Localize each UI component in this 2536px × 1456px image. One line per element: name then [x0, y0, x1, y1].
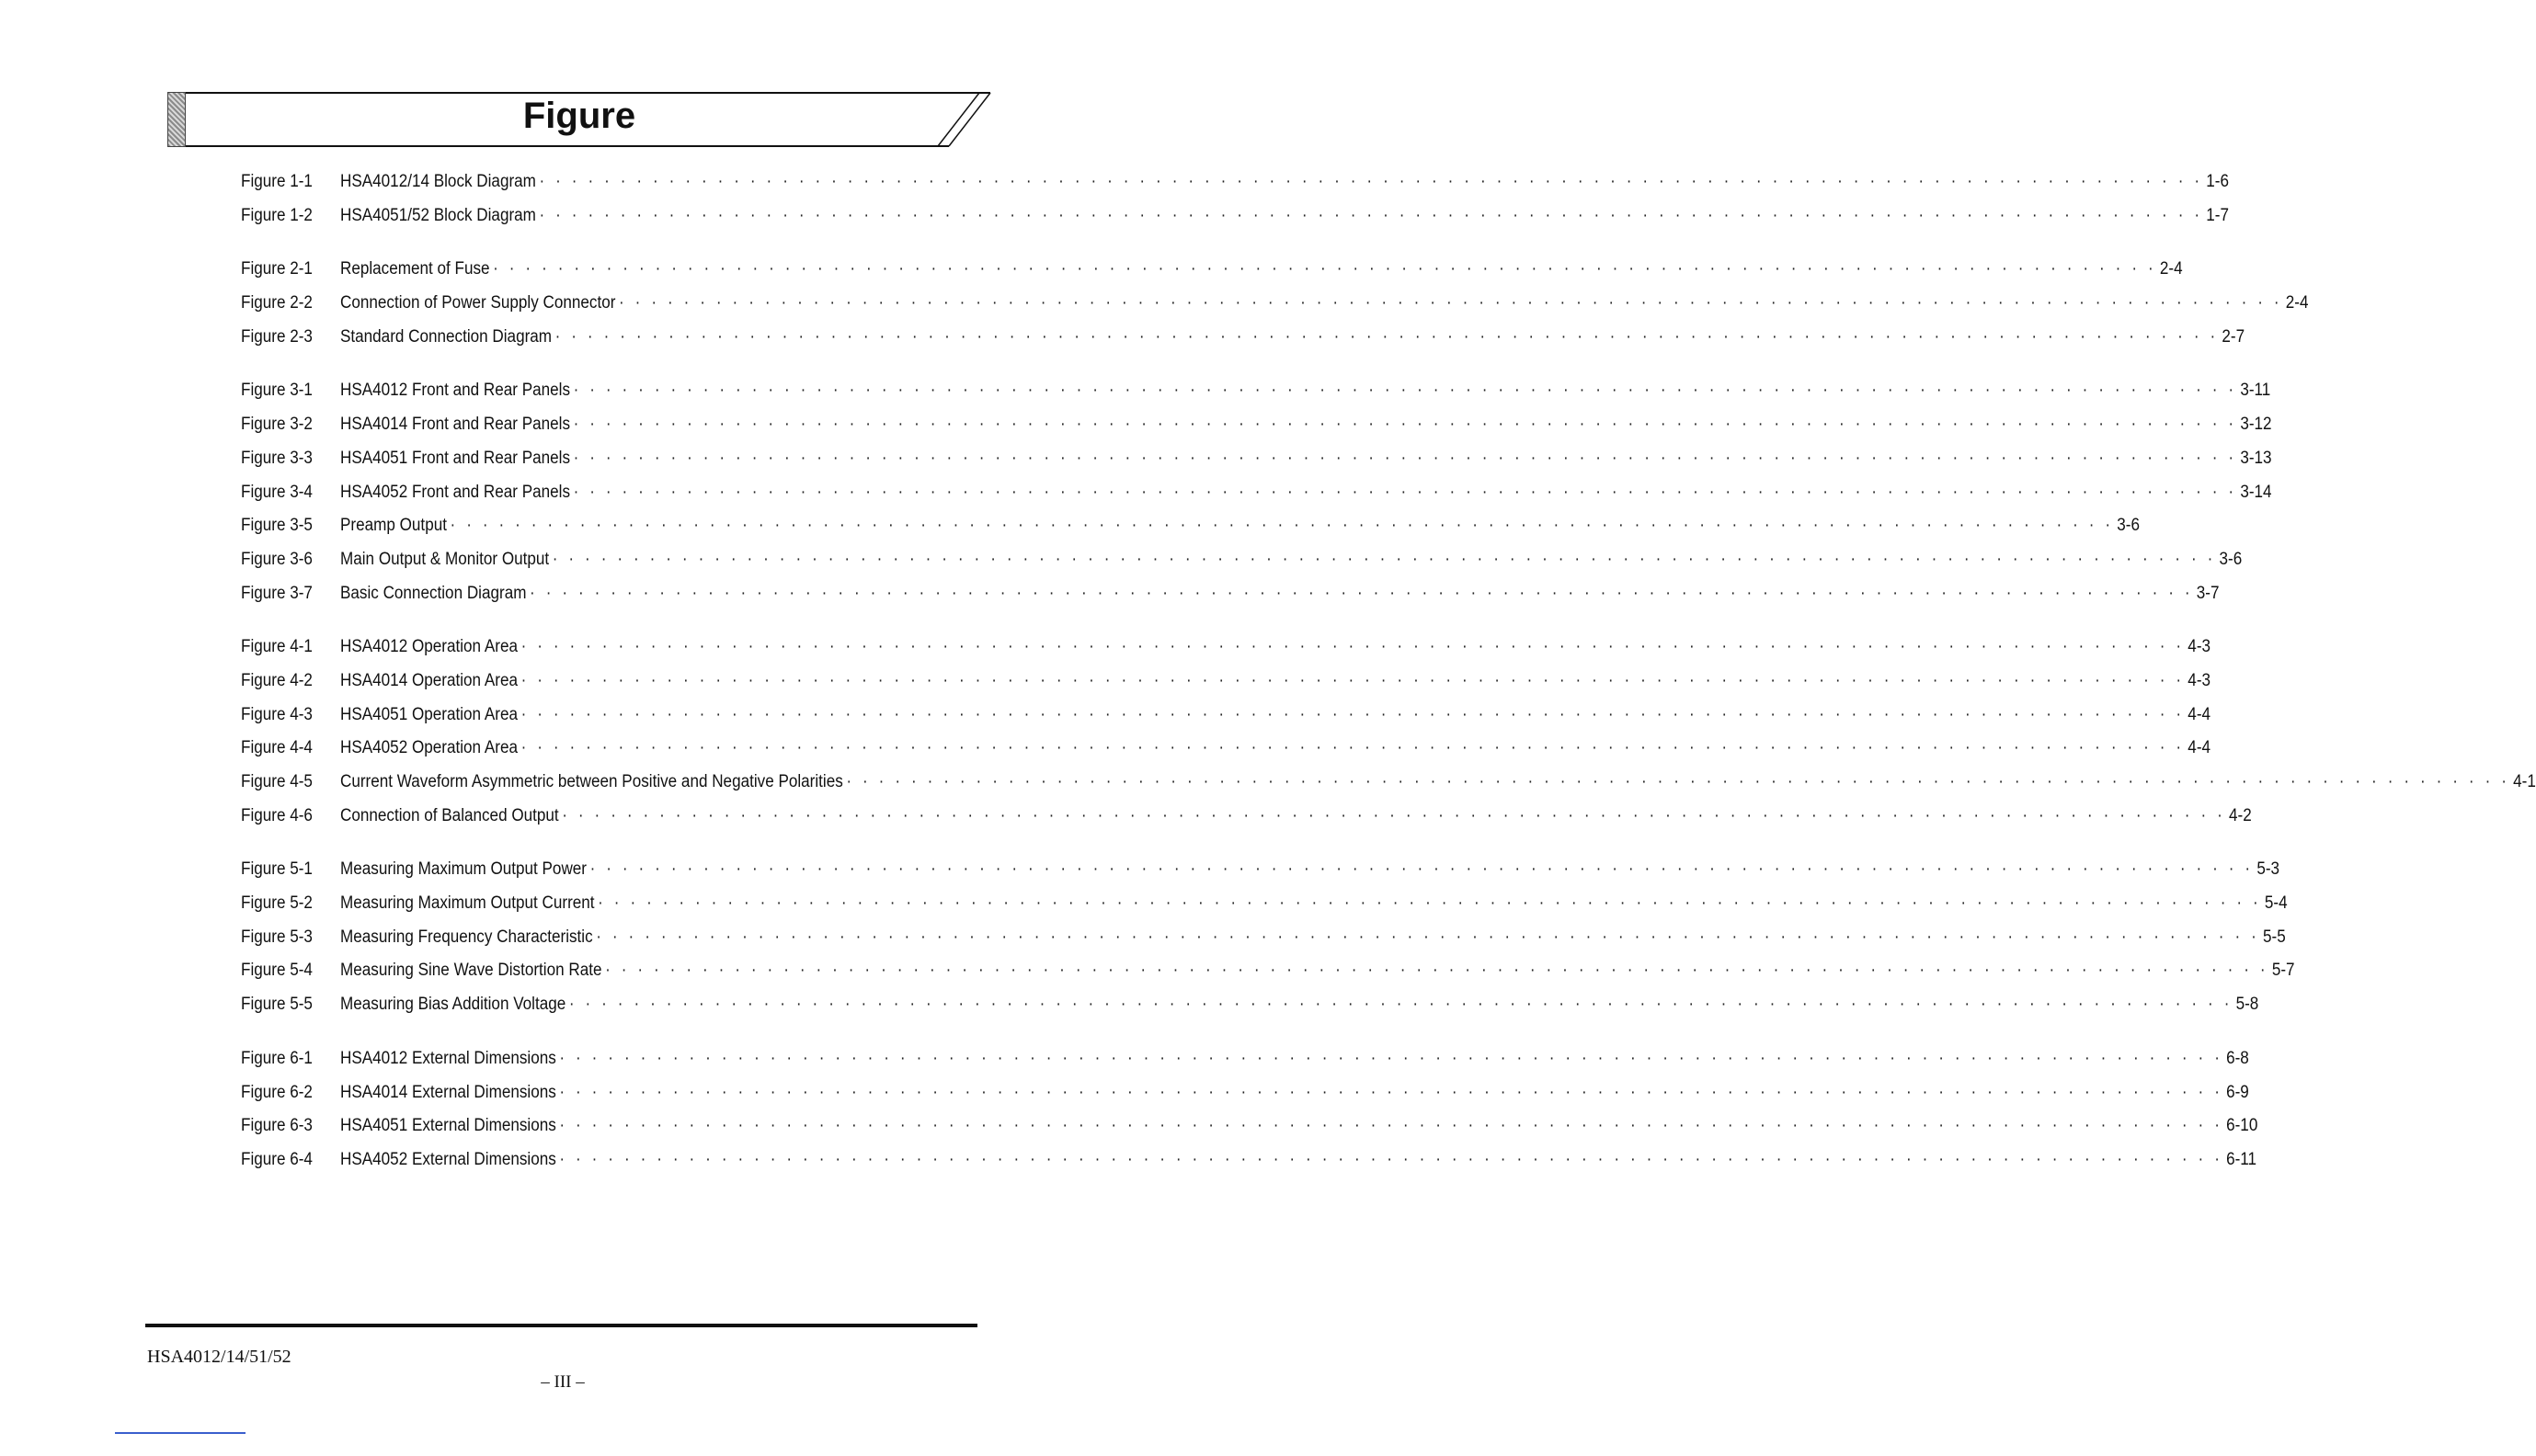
- dot-leader: · · · · · · · · · · · · · · · · · · · · · · · · · · · · · · · · · · · · · · · · · · · · · · · · · · · · · · · · · · · · · · · · · · · · · · · · · · · · · · · · · · · · · · · · · · · · · · · · · · · · · · ·: [520, 670, 2185, 690]
- figure-entry[interactable]: [241, 476, 2272, 510]
- figure-page: 4-4: [2188, 738, 2211, 758]
- figure-title: Standard Connection Diagram: [340, 326, 553, 347]
- figure-group: [241, 165, 2229, 233]
- figure-page: 3-13: [2240, 448, 2272, 468]
- dot-leader: · · · · · · · · · · · · · · · · · · · · · · · · · · · · · · · · · · · · · · · · · · · · · · · · · · · · · · · · · · · · · · · · · · · · · · · · · · · · · · · · · · · · · · · · · · · · · · · · · · · · · · ·: [559, 1048, 2223, 1068]
- figure-number: Figure 3-6: [241, 549, 313, 569]
- figure-page: 5-5: [2262, 927, 2286, 947]
- dot-leader: · · · · · · · · · · · · · · · · · · · · · · · · · · · · · · · · · · · · · · · · · · · · · · · · · · · · · · · · · · · · · · · · · · · · · · · · · · · · · · · · · · · · · · · · · · · · · · · · · · · · · · ·: [552, 549, 2216, 569]
- figure-page: 5-3: [2256, 859, 2280, 880]
- figure-number: Figure 3-1: [241, 381, 313, 401]
- figure-title: HSA4051 Operation Area: [340, 704, 518, 724]
- dot-leader: · · · · · · · · · · · · · · · · · · · · · · · · · · · · · · · · · · · · · · · · · · · · · · · · · · · · · · · · · · · · · · · · · · · · · · · · · · · · · · · · · · · · · · · · · · · · · · · · · · · · · · ·: [520, 704, 2185, 724]
- dot-leader: · · · · · · · · · · · · · · · · · · · · · · · · · · · · · · · · · · · · · · · · · · · · · · · · · · · · · · · · · · · · · · · · · · · · · · · · · · · · · · · · · · · · · · · · · · · · · · · · · · · · · · ·: [493, 259, 2157, 279]
- figure-list: [241, 165, 2536, 1198]
- footer-page-number: – III –: [541, 1372, 585, 1392]
- figure-page: 6-9: [2226, 1082, 2249, 1102]
- corner-mark: [115, 1432, 246, 1434]
- figure-title: HSA4052 External Dimensions: [340, 1149, 556, 1169]
- dot-leader: · · · · · · · · · · · · · · · · · · · · · · · · · · · · · · · · · · · · · · · · · · · · · · · · · · · · · · · · · · · · · · · · · · · · · · · · · · · · · · · · · · · · · · · · · · · · · · · · · · · · · · ·: [619, 293, 2283, 313]
- figure-title: Replacement of Fuse: [340, 259, 490, 279]
- figure-title: Current Waveform Asymmetric between Positive and Negative Polarities: [340, 772, 843, 791]
- figure-number: Figure 3-7: [241, 583, 313, 603]
- figure-page: 4-3: [2188, 670, 2211, 690]
- figure-number: Figure 5-3: [241, 927, 313, 947]
- figure-number: Figure 4-3: [241, 704, 313, 724]
- figure-page: 6-8: [2226, 1048, 2249, 1068]
- figure-page: 1-6: [2206, 172, 2229, 191]
- figure-group: [241, 1042, 2258, 1177]
- dot-leader: · · · · · · · · · · · · · · · · · · · · · · · · · · · · · · · · · · · · · · · · · · · · · · · · · · · · · · · · · · · · · · · · · · · · · · · · · · · · · · · · · · · · · · · · · · · · · · · · · · · · · · ·: [568, 995, 2233, 1015]
- figure-entry[interactable]: [241, 921, 2286, 955]
- figure-entry[interactable]: [241, 442, 2272, 476]
- figure-title: HSA4014 Front and Rear Panels: [340, 415, 571, 435]
- figure-number: Figure 6-1: [241, 1048, 313, 1068]
- figure-page: 3-11: [2240, 381, 2271, 401]
- figure-entry[interactable]: [241, 887, 2288, 921]
- figure-title: Main Output & Monitor Output: [340, 549, 550, 569]
- figure-title: Measuring Sine Wave Distortion Rate: [340, 961, 602, 981]
- figure-title: HSA4012/14 Block Diagram: [340, 172, 536, 191]
- figure-entry[interactable]: [241, 509, 2141, 543]
- figure-page: 2-4: [2159, 259, 2183, 279]
- dot-leader: · · · · · · · · · · · · · · · · · · · · · · · · · · · · · · · · · · · · · · · · · · · · · · · · · · · · · · · · · · · · · · · · · · · · · · · · · · · · · · · · · · · · · · · · · · · · · · · · · · · · · · ·: [559, 1082, 2223, 1102]
- dot-leader: · · · · · · · · · · · · · · · · · · · · · · · · · · · · · · · · · · · · · · · · · · · · · · · · · · · · · · · · · · · · · · · · · · · · · · · · · · · · · · · · · · · · · · · · · · · · · · · · · · · · · · ·: [559, 1116, 2223, 1136]
- figure-group: [241, 374, 2272, 610]
- figure-title: Measuring Bias Addition Voltage: [340, 995, 566, 1015]
- figure-page: 4-2: [2228, 805, 2252, 825]
- figure-title: HSA4012 Front and Rear Panels: [340, 381, 571, 401]
- figure-number: Figure 5-1: [241, 859, 313, 880]
- figure-number: Figure 4-4: [241, 738, 313, 758]
- dot-leader: · · · · · · · · · · · · · · · · · · · · · · · · · · · · · · · · · · · · · · · · · · · · · · · · · · · · · · · · · · · · · · · · · · · · · · · · · · · · · · · · · · · · · · · · · · · · · · · · · · · · · · ·: [589, 859, 2254, 880]
- figure-page: 2-4: [2285, 293, 2309, 313]
- figure-page: 3-6: [2219, 549, 2243, 569]
- figure-number: Figure 3-4: [241, 482, 313, 502]
- figure-entry[interactable]: [241, 631, 2211, 665]
- dot-leader: · · · · · · · · · · · · · · · · · · · · · · · · · · · · · · · · · · · · · · · · · · · · · · · · · · · · · · · · · · · · · · · · · · · · · · · · · · · · · · · · · · · · · · · · · · · · · · · · · · · · · · ·: [573, 448, 2237, 468]
- figure-number: Figure 1-1: [241, 172, 313, 191]
- figure-page: 3-14: [2240, 482, 2272, 502]
- figure-page: 2-7: [2222, 326, 2245, 347]
- dot-leader: · · · · · · · · · · · · · · · · · · · · · · · · · · · · · · · · · · · · · · · · · · · · · · · · · · · · · · · · · · · · · · · · · · · · · · · · · · · · · · · · · · · · · · · · · · · · · · · · · · · · · · ·: [450, 516, 2114, 536]
- figure-group: [241, 853, 2295, 1021]
- figure-title: HSA4052 Operation Area: [340, 738, 518, 758]
- footer-rule: [145, 1324, 977, 1327]
- figure-number: Figure 4-5: [241, 772, 313, 791]
- figure-number: Figure 2-3: [241, 326, 313, 347]
- dot-leader: · · · · · · · · · · · · · · · · · · · · · · · · · · · · · · · · · · · · · · · · · · · · · · · · · · · · · · · · · · · · · · · · · · · · · · · · · · · · · · · · · · · · · · · · · · · · · · · · · · · · · · ·: [530, 583, 2194, 603]
- figure-number: Figure 2-1: [241, 259, 313, 279]
- figure-page: 3-6: [2117, 516, 2141, 536]
- figure-entry[interactable]: [241, 665, 2211, 699]
- figure-page: 5-8: [2235, 995, 2259, 1015]
- figure-number: Figure 1-2: [241, 205, 313, 225]
- figure-number: Figure 5-2: [241, 893, 313, 914]
- figure-entry[interactable]: [241, 853, 2280, 887]
- figure-page: 6-10: [2226, 1116, 2258, 1136]
- figure-number: Figure 6-4: [241, 1149, 313, 1169]
- figure-title: Preamp Output: [340, 516, 447, 536]
- figure-entry[interactable]: [241, 699, 2211, 733]
- figure-number: Figure 4-1: [241, 637, 313, 657]
- figure-page: 4-3: [2188, 637, 2211, 657]
- figure-page: 3-7: [2196, 583, 2220, 603]
- figure-title: Measuring Frequency Characteristic: [340, 927, 593, 947]
- figure-entry[interactable]: [241, 988, 2259, 1022]
- figure-entry[interactable]: [241, 800, 2252, 834]
- figure-entry[interactable]: [241, 543, 2243, 577]
- dot-leader: · · · · · · · · · · · · · · · · · · · · · · · · · · · · · · · · · · · · · · · · · · · · · · · · · · · · · · · · · · · · · · · · · · · · · · · · · · · · · · · · · · · · · · · · · · · · · · · · · · · · · · ·: [520, 738, 2185, 758]
- dot-leader: · · · · · · · · · · · · · · · · · · · · · · · · · · · · · · · · · · · · · · · · · · · · · · · · · · · · · · · · · · · · · · · · · · · · · · · · · · · · · · · · · · · · · · · · · · · · · · · · · · · · · · ·: [573, 482, 2237, 502]
- dot-leader: · · · · · · · · · · · · · · · · · · · · · · · · · · · · · · · · · · · · · · · · · · · · · · · · · · · · · · · · · · · · · · · · · · · · · · · · · · · · · · · · · · · · · · · · · · · · · · · · · · · · · · ·: [846, 772, 2510, 791]
- section-header: [167, 92, 991, 149]
- figure-title: HSA4012 Operation Area: [340, 637, 518, 657]
- dot-leader: · · · · · · · · · · · · · · · · · · · · · · · · · · · · · · · · · · · · · · · · · · · · · · · · · · · · · · · · · · · · · · · · · · · · · · · · · · · · · · · · · · · · · · · · · · · · · · · · · · · · · · ·: [559, 1149, 2223, 1169]
- dot-leader: · · · · · · · · · · · · · · · · · · · · · · · · · · · · · · · · · · · · · · · · · · · · · · · · · · · · · · · · · · · · · · · · · · · · · · · · · · · · · · · · · · · · · · · · · · · · · · · · · · · · · · ·: [554, 326, 2219, 347]
- figure-page: 5-4: [2264, 893, 2288, 914]
- figure-entry[interactable]: [241, 1042, 2249, 1076]
- dot-leader: · · · · · · · · · · · · · · · · · · · · · · · · · · · · · · · · · · · · · · · · · · · · · · · · · · · · · · · · · · · · · · · · · · · · · · · · · · · · · · · · · · · · · · · · · · · · · · · · · · · · · · ·: [573, 415, 2237, 435]
- dot-leader: · · · · · · · · · · · · · · · · · · · · · · · · · · · · · · · · · · · · · · · · · · · · · · · · · · · · · · · · · · · · · · · · · · · · · · · · · · · · · · · · · · · · · · · · · · · · · · · · · · · · · · ·: [596, 927, 2260, 947]
- figure-page: 4-4: [2188, 704, 2211, 724]
- figure-entry[interactable]: [241, 287, 2309, 321]
- figure-number: Figure 4-6: [241, 805, 313, 825]
- figure-entry[interactable]: [241, 1109, 2258, 1143]
- figure-entry[interactable]: [241, 253, 2183, 287]
- figure-entry[interactable]: [241, 577, 2220, 611]
- figure-number: Figure 4-2: [241, 670, 313, 690]
- figure-number: Figure 6-2: [241, 1082, 313, 1102]
- figure-title: HSA4051 External Dimensions: [340, 1116, 556, 1136]
- page-title: Figure: [522, 96, 636, 136]
- figure-entry[interactable]: [241, 766, 2536, 800]
- figure-number: Figure 2-2: [241, 293, 313, 313]
- dot-leader: · · · · · · · · · · · · · · · · · · · · · · · · · · · · · · · · · · · · · · · · · · · · · · · · · · · · · · · · · · · · · · · · · · · · · · · · · · · · · · · · · · · · · · · · · · · · · · · · · · · · · · ·: [539, 205, 2203, 225]
- figure-group: [241, 631, 2536, 833]
- dot-leader: · · · · · · · · · · · · · · · · · · · · · · · · · · · · · · · · · · · · · · · · · · · · · · · · · · · · · · · · · · · · · · · · · · · · · · · · · · · · · · · · · · · · · · · · · · · · · · · · · · · · · · ·: [520, 637, 2185, 657]
- figure-title: HSA4052 Front and Rear Panels: [340, 482, 571, 502]
- figure-number: Figure 3-5: [241, 516, 313, 536]
- dot-leader: · · · · · · · · · · · · · · · · · · · · · · · · · · · · · · · · · · · · · · · · · · · · · · · · · · · · · · · · · · · · · · · · · · · · · · · · · · · · · · · · · · · · · · · · · · · · · · · · · · · · · · ·: [605, 961, 2269, 981]
- figure-page: 3-12: [2240, 415, 2272, 435]
- figure-entry[interactable]: [241, 732, 2211, 766]
- figure-title: HSA4051 Front and Rear Panels: [340, 448, 571, 468]
- figure-title: HSA4051/52 Block Diagram: [340, 205, 536, 225]
- dot-leader: · · · · · · · · · · · · · · · · · · · · · · · · · · · · · · · · · · · · · · · · · · · · · · · · · · · · · · · · · · · · · · · · · · · · · · · · · · · · · · · · · · · · · · · · · · · · · · · · · · · · · · ·: [539, 172, 2203, 191]
- figure-entry[interactable]: [241, 165, 2229, 199]
- figure-group: [241, 253, 2309, 354]
- figure-title: Connection of Power Supply Connector: [340, 293, 616, 313]
- dot-leader: · · · · · · · · · · · · · · · · · · · · · · · · · · · · · · · · · · · · · · · · · · · · · · · · · · · · · · · · · · · · · · · · · · · · · · · · · · · · · · · · · · · · · · · · · · · · · · · · · · · · · · ·: [562, 805, 2226, 825]
- figure-title: HSA4014 Operation Area: [340, 670, 518, 690]
- figure-number: Figure 3-2: [241, 415, 313, 435]
- figure-page: 1-7: [2206, 205, 2229, 225]
- figure-title: Connection of Balanced Output: [340, 805, 559, 825]
- figure-title: Measuring Maximum Output Current: [340, 893, 595, 914]
- figure-entry[interactable]: [241, 1076, 2249, 1110]
- figure-entry[interactable]: [241, 954, 2295, 988]
- figure-page: 4-1: [2513, 772, 2536, 791]
- figure-page: 6-11: [2226, 1149, 2257, 1169]
- figure-page: 5-7: [2271, 961, 2295, 981]
- figure-number: Figure 6-3: [241, 1116, 313, 1136]
- figure-number: Figure 3-3: [241, 448, 313, 468]
- figure-entry[interactable]: [241, 408, 2272, 442]
- figure-entry[interactable]: [241, 321, 2245, 355]
- figure-title: Measuring Maximum Output Power: [340, 859, 588, 880]
- figure-number: Figure 5-5: [241, 995, 313, 1015]
- figure-entry[interactable]: [241, 199, 2229, 233]
- footer-model: HSA4012/14/51/52: [147, 1347, 291, 1367]
- figure-title: HSA4012 External Dimensions: [340, 1048, 556, 1068]
- figure-number: Figure 5-4: [241, 961, 313, 981]
- figure-title: HSA4014 External Dimensions: [340, 1082, 556, 1102]
- figure-title: Basic Connection Diagram: [340, 583, 527, 603]
- dot-leader: · · · · · · · · · · · · · · · · · · · · · · · · · · · · · · · · · · · · · · · · · · · · · · · · · · · · · · · · · · · · · · · · · · · · · · · · · · · · · · · · · · · · · · · · · · · · · · · · · · · · · · ·: [598, 893, 2262, 914]
- figure-entry[interactable]: [241, 1143, 2257, 1177]
- figure-entry[interactable]: [241, 374, 2271, 408]
- dot-leader: · · · · · · · · · · · · · · · · · · · · · · · · · · · · · · · · · · · · · · · · · · · · · · · · · · · · · · · · · · · · · · · · · · · · · · · · · · · · · · · · · · · · · · · · · · · · · · · · · · · · · · ·: [573, 381, 2237, 401]
